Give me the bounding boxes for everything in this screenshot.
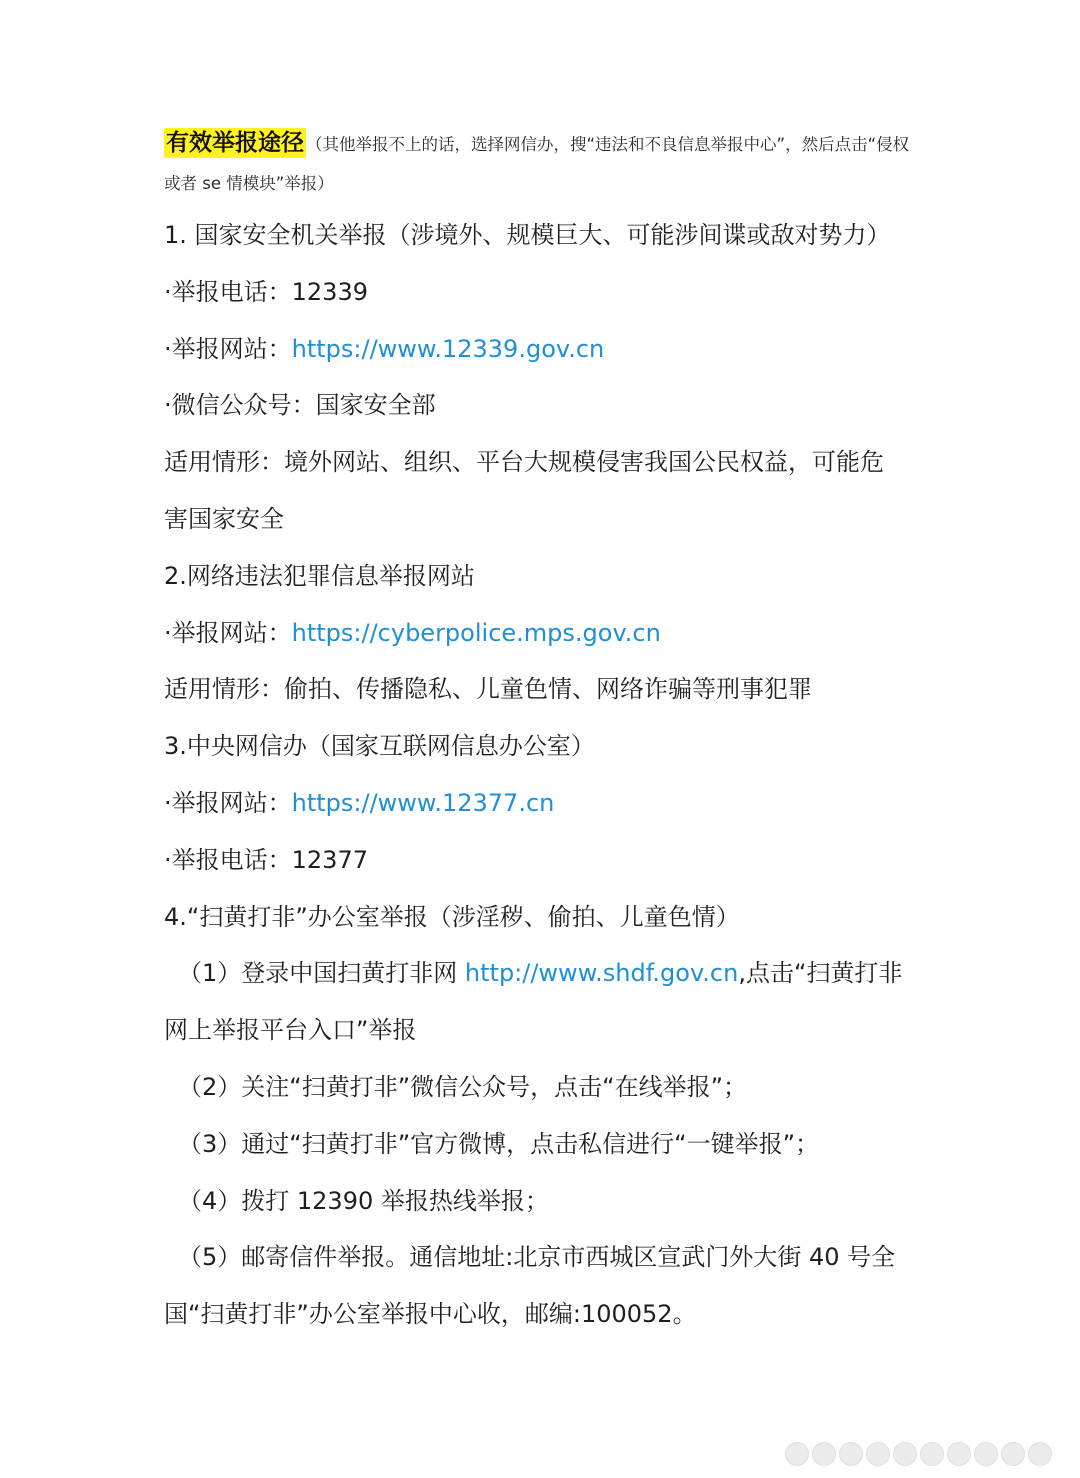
section-3-title: 3.中央网信办（国家互联网信息办公室）: [164, 732, 595, 761]
phone-label: ·举报电话：: [164, 277, 292, 306]
section-1-website: [164, 321, 924, 378]
watermark-dots: [785, 1442, 1052, 1466]
section-4-item-4: （4）拨打 12390 举报热线举报；: [178, 1186, 549, 1215]
website-label: ·举报网站：: [164, 618, 292, 647]
watermark-dot: [839, 1442, 863, 1466]
watermark-dot: [920, 1442, 944, 1466]
watermark-dot: [1001, 1442, 1025, 1466]
phone-label: ·举报电话：: [164, 845, 292, 874]
section-3-phone: [164, 832, 924, 889]
section-4-item-5: （5）邮寄信件举报。通信地址:北京市西城区宣武门外大街 40 号全: [178, 1243, 896, 1272]
section-3-website: [164, 775, 924, 832]
phone-number: 12377: [291, 845, 368, 874]
section-2-scope: 适用情形：偷拍、传播隐私、儿童色情、网络诈骗等刑事犯罪: [164, 675, 812, 704]
website-label: ·举报网站：: [164, 334, 292, 363]
wechat-account: 国家安全部: [315, 391, 436, 420]
watermark-dot: [785, 1442, 809, 1466]
header-note: （其他举报不上的话，选择网信办，搜“违法和不良信息举报中心”，然后点击“侵权或者 se 情模块”举报）: [164, 135, 910, 193]
section-4-item-1-cont: 网上举报平台入口”举报: [164, 1016, 417, 1045]
header: [164, 124, 924, 203]
section-1-scope-line-1: 适用情形：境外网站、组织、平台大规模侵害我国公民权益，可能危: [164, 448, 884, 477]
watermark-dot: [947, 1442, 971, 1466]
section-4-item-1: [164, 945, 924, 1002]
item-1-text: （1）登录中国扫黄打非网: [178, 959, 465, 988]
watermark-dot: [893, 1442, 917, 1466]
website-label: ·举报网站：: [164, 788, 292, 817]
highlighted-title: 有效举报途径: [166, 130, 304, 156]
document: [164, 124, 924, 1343]
section-1-wechat: [164, 377, 924, 434]
website-link[interactable]: https://www.12377.cn: [291, 788, 555, 817]
watermark-dot: [974, 1442, 998, 1466]
item-1-text-end: ,点击“扫黄打非: [738, 959, 903, 988]
section-4-title: 4.“扫黄打非”办公室举报（涉淫秽、偷拍、儿童色情）: [164, 902, 740, 931]
section-4-item-3: （3）通过“扫黄打非”官方微博，点击私信进行“一键举报”；: [178, 1129, 820, 1158]
section-4-item-5-cont: 国“扫黄打非”办公室举报中心收，邮编:100052。: [164, 1300, 697, 1329]
wechat-label: ·微信公众号：: [164, 391, 316, 420]
section-1-scope-line-2: 害国家安全: [164, 504, 284, 533]
section-4-item-2: （2）关注“扫黄打非”微信公众号，点击“在线举报”；: [178, 1072, 748, 1101]
watermark-dot: [812, 1442, 836, 1466]
watermark-dot: [866, 1442, 890, 1466]
section-1-title: 1. 国家安全机关举报（涉境外、规模巨大、可能涉间谍或敌对势力）: [164, 221, 891, 249]
section-2-title: 2.网络违法犯罪信息举报网站: [164, 561, 475, 590]
watermark-dot: [1028, 1442, 1052, 1466]
section-1-phone: [164, 264, 924, 321]
phone-number: 12339: [291, 277, 368, 306]
shdf-link[interactable]: http://www.shdf.gov.cn: [464, 959, 739, 988]
website-link[interactable]: https://cyberpolice.mps.gov.cn: [291, 618, 661, 647]
section-2-website: [164, 605, 924, 662]
website-link[interactable]: https://www.12339.gov.cn: [291, 334, 605, 363]
